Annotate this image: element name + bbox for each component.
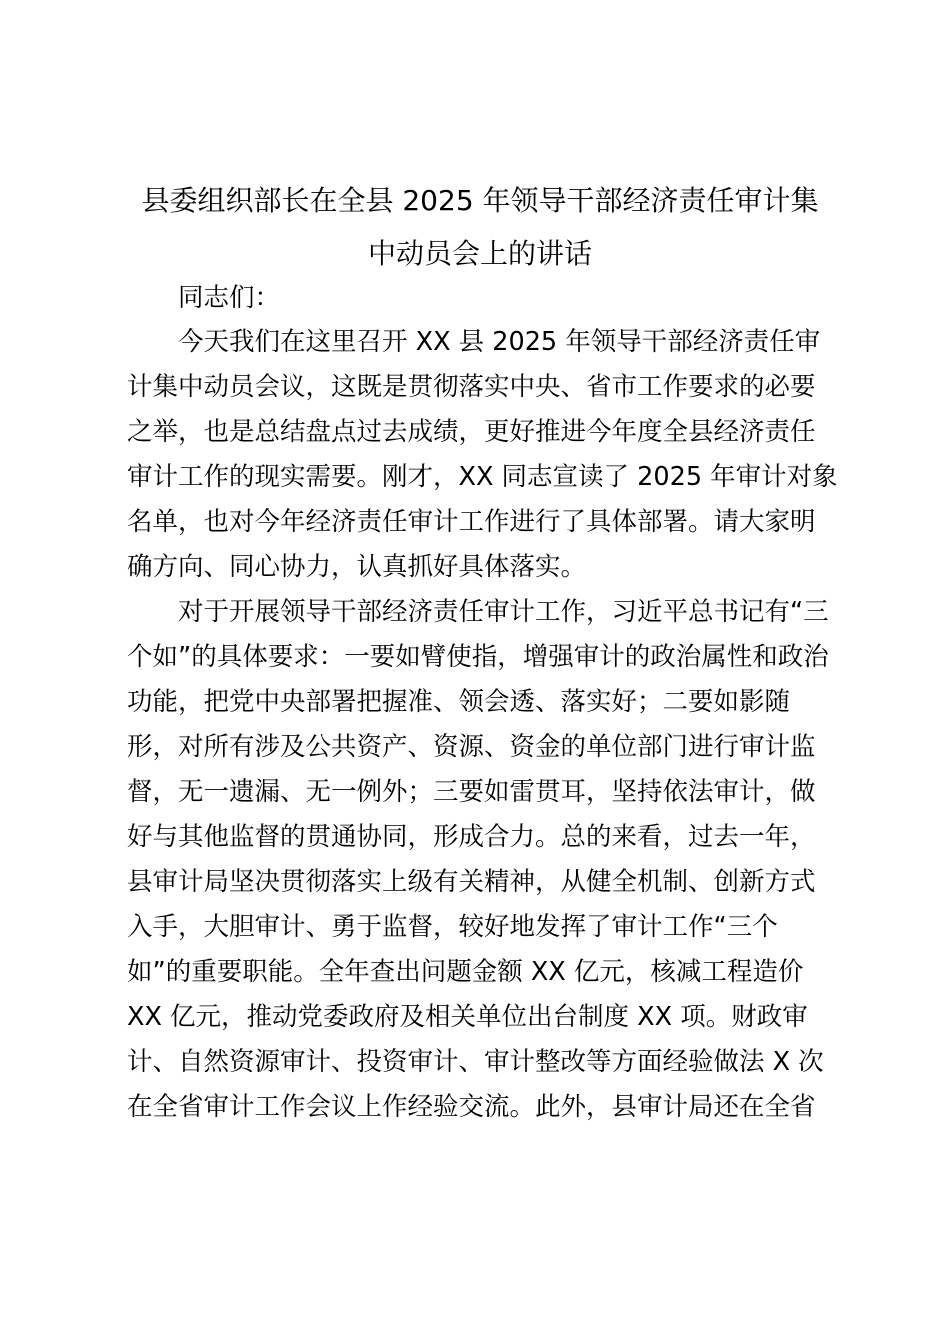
paragraph-line: 好与其他监督的贯通协同，形成合力。总的来看，过去一年， — [127, 822, 816, 852]
paragraph-line: 功能，把党中央部署把握准、领会透、落实好；二要如影随 — [127, 687, 791, 717]
document-title — [125, 174, 835, 280]
paragraph-line: 审计工作的现实需要。刚才，XX 同志宣读了 2025 年审计对象 — [127, 462, 838, 492]
salutation: 同志们： — [178, 283, 281, 313]
paragraph-line: 今天我们在这里召开 XX 县 2025 年领导干部经济责任审 — [178, 327, 821, 357]
paragraph-line: 名单，也对今年经济责任审计工作进行了具体部署。请大家明 — [127, 507, 816, 537]
paragraph-line: 之举，也是总结盘点过去成绩，更好推进今年度全县经济责任 — [127, 417, 816, 447]
paragraph-line: XX 亿元，推动党委政府及相关单位出台制度 XX 项。财政审 — [127, 1002, 808, 1032]
paragraph-line: 在全省审计工作会议上作经验交流。此外，县审计局还在全省 — [127, 1092, 816, 1122]
paragraph-line: 督，无一遗漏、无一例外；三要如雷贯耳，坚持依法审计，做 — [127, 777, 816, 807]
paragraph-line: 对于开展领导干部经济责任审计工作，习近平总书记有“三 — [178, 597, 829, 627]
title-line-2: 中动员会上的讲话 — [367, 237, 592, 270]
paragraph-line: 确方向、同心协力，认真抓好具体落实。 — [127, 552, 587, 582]
paragraph-line: 县审计局坚决贯彻落实上级有关精神，从健全机制、创新方式 — [127, 867, 816, 897]
paragraph-line: 个如”的具体要求：一要如臂使指，增强审计的政治属性和政治 — [127, 642, 829, 672]
paragraph-line: 如”的重要职能。全年查出问题金额 XX 亿元，核减工程造价 — [127, 957, 804, 987]
paragraph-line: 计、自然资源审计、投资审计、审计整改等方面经验做法 X 次 — [127, 1047, 824, 1077]
paragraph-line: 形，对所有涉及公共资产、资源、资金的单位部门进行审计监 — [127, 732, 816, 762]
title-line-1: 县委组织部长在全县 2025 年领导干部经济责任审计集 — [141, 184, 819, 217]
paragraph-line: 入手，大胆审计、勇于监督，较好地发挥了审计工作“三个 — [127, 912, 778, 942]
paragraph-line: 计集中动员会议，这既是贯彻落实中央、省市工作要求的必要 — [127, 372, 816, 402]
